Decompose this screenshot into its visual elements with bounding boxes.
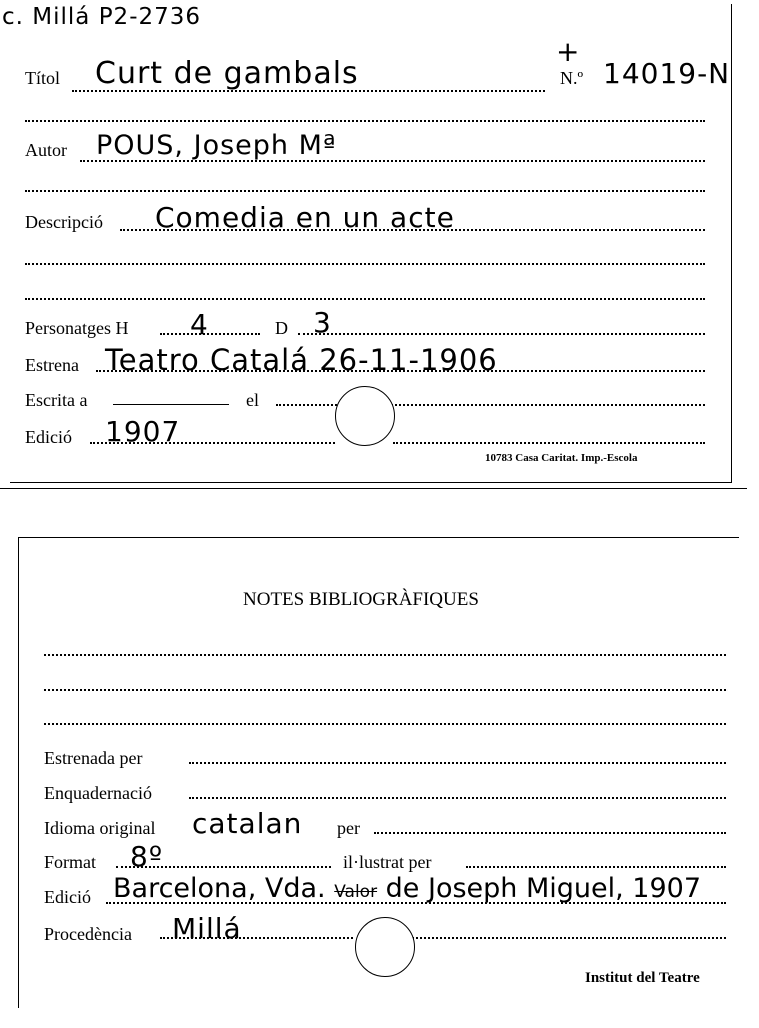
titol-line	[72, 90, 545, 92]
edicio2-value-b: de Joseph Miguel, 1907	[385, 873, 702, 904]
edicio-value: 1907	[105, 415, 181, 448]
descripcio-line	[120, 229, 705, 231]
descripcio-line-3	[25, 298, 705, 300]
autor-value: POUS, Joseph Mª	[96, 130, 337, 161]
descripcio-label: Descripció	[25, 212, 103, 232]
descripcio-line-2	[25, 263, 705, 265]
edicio2-value	[113, 873, 701, 904]
estrenada-line	[189, 762, 726, 764]
edicio-label: Edició	[25, 427, 72, 447]
format-value: 8º	[130, 840, 164, 873]
illustrat-label: il·lustrat per	[343, 852, 432, 872]
notes-line-1	[44, 654, 726, 656]
idioma-value: catalan	[192, 807, 303, 840]
punch-hole-2	[355, 917, 415, 977]
edicio2-line	[106, 902, 726, 904]
enquadernacio-label: Enquadernació	[44, 783, 152, 803]
format-label: Format	[44, 852, 96, 872]
enquadernacio-line	[189, 797, 726, 799]
el-label: el	[246, 390, 259, 410]
estrenada-label: Estrenada per	[44, 748, 143, 768]
escrita-label: Escrita a	[25, 390, 88, 410]
idioma-per-label: per	[337, 818, 360, 838]
descripcio-value: Comedia en un acte	[155, 201, 455, 234]
autor-line	[80, 160, 705, 162]
escrita-line	[113, 404, 229, 405]
estrena-value: Teatro Catalá 26-11-1906	[105, 343, 498, 377]
edicio2-value-a: Barcelona, Vda.	[113, 873, 326, 904]
personatges-h-line	[160, 333, 260, 335]
personatges-h-value: 4	[190, 308, 209, 341]
edicio2-value-struck: Valor	[334, 882, 378, 902]
cross-mark: +	[556, 35, 581, 68]
autor-label: Autor	[25, 140, 67, 160]
personatges-h-label: Personatges H	[25, 318, 129, 338]
notes-heading: NOTES BIBLIOGRÀFIQUES	[243, 589, 479, 610]
titol-extra-line	[25, 120, 705, 122]
institution-imprint: Institut del Teatre	[585, 970, 700, 986]
personatges-d-line	[298, 333, 705, 335]
estrena-label: Estrena	[25, 355, 79, 375]
punch-hole	[335, 386, 395, 446]
titol-value: Curt de gambals	[95, 56, 359, 91]
notes-line-3	[44, 723, 726, 725]
procedencia-value: Millá	[172, 912, 242, 945]
card-separator-line	[0, 488, 747, 489]
personatges-d-label: D	[275, 318, 288, 338]
autor-extra-line	[25, 190, 705, 192]
idioma-per-line	[374, 832, 726, 834]
illustrat-line	[466, 866, 726, 868]
reference-note: c. Millá P2-2736	[2, 4, 202, 30]
titol-label: Títol	[25, 68, 60, 88]
number-label: N.º	[560, 68, 584, 88]
edicio-line	[90, 442, 335, 444]
edicio2-label: Edició	[44, 887, 91, 907]
format-line	[116, 866, 331, 868]
procedencia-line	[160, 937, 353, 939]
number-value: 14019-N	[603, 57, 731, 90]
procedencia-line-2	[412, 937, 726, 939]
estrena-line	[96, 370, 705, 372]
procedencia-label: Procedència	[44, 924, 132, 944]
idioma-label: Idioma original	[44, 818, 156, 838]
edicio-line-2	[393, 442, 705, 444]
personatges-d-value: 3	[313, 306, 332, 339]
printer-imprint: 10783 Casa Caritat. Imp.-Escola	[485, 452, 638, 464]
notes-line-2	[44, 689, 726, 691]
